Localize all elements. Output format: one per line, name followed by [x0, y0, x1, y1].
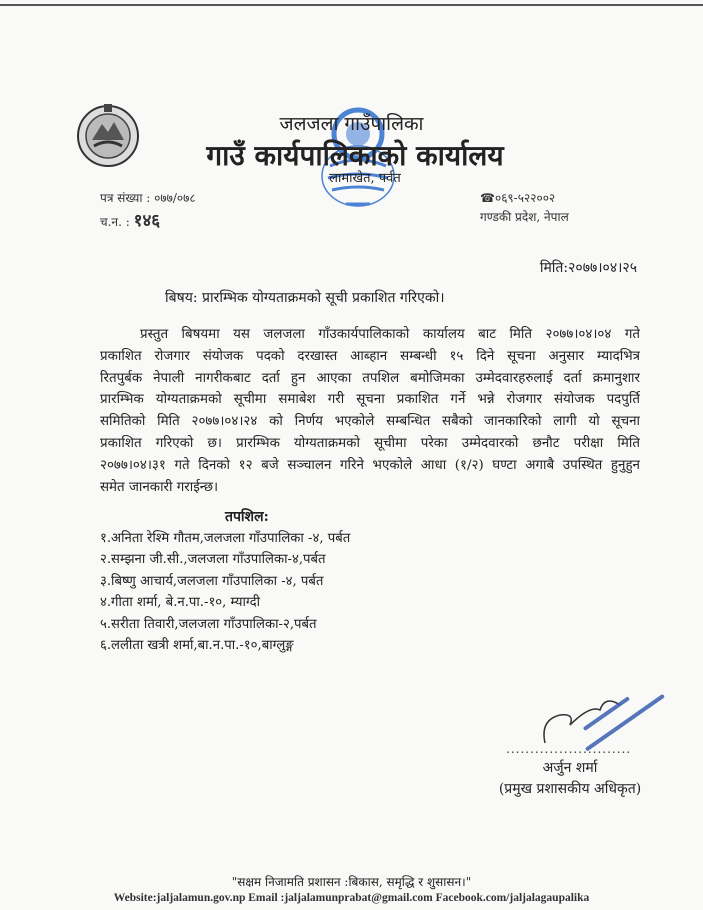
- phone-number: ०६९-५२२००२: [494, 191, 556, 205]
- body-paragraph: [100, 324, 640, 498]
- tapashil-heading: तपशिल:: [225, 509, 269, 525]
- list-item: ५.सरीता तिवारी,जलजला गाँउपालिका-२,पर्बत: [100, 616, 317, 632]
- telephone-icon: ☎: [480, 191, 495, 205]
- signature-line: ..........................: [506, 742, 632, 756]
- letter-number: पत्र संख्या : ०७७/०७८: [100, 191, 196, 205]
- scan-border: [0, 4, 703, 6]
- dispatch-number: १४६: [133, 211, 161, 231]
- candidate-list: [100, 528, 350, 656]
- province: गण्डकी प्रदेश, नेपाल: [480, 210, 569, 224]
- letter-subject: बिषय: प्रारम्भिक योग्यताक्रमको सूची प्रकाशित गरिएको।: [165, 290, 445, 306]
- signatory-title: (प्रमुख प्रशासकीय अधिकृत): [498, 781, 642, 797]
- body-line: समितिको मिति २०७७।०४।२४ को निर्णय भएकोले सम्बन्धित सबैको जानकारिको लागी यो सूचना: [100, 414, 640, 430]
- list-item: २.सम्झना जी.सी.,जलजला गाँउपालिका-४,पर्बत: [100, 552, 326, 568]
- list-item: ४.गीता शर्मा, बे.न.पा.-१०, म्याग्दी: [100, 595, 261, 611]
- body-line: समेत जानकारी गराईन्छ।: [100, 479, 219, 495]
- dispatch-number-label: च.न. :: [100, 215, 130, 229]
- footer-contact: Website:jaljalamun.gov.np Email :jaljalamunprabat@gmail.com Facebook.com/jaljalagaupalika: [113, 892, 590, 904]
- body-line: २०७७।०४।३१ गते दिनको १२ बजे सञ्चालन गरिने भएकोले आधा (१/२) घण्टा अगाबै उपस्थित हुनुहुन: [100, 457, 640, 473]
- body-line: प्रस्तुत बिषयमा यस जलजला गाँउकार्यपालिकाको कार्यालय बाट मिति २०७७।०४।०४ गते: [140, 327, 640, 342]
- body-line: प्रकाशित रोजगार संयोजक पदको दरखास्त आब्हान सम्बन्धी १५ दिने सूचना अनुसार म्यादभित्र: [100, 348, 640, 364]
- body-line: रितपुर्बक नेपाली नागरीकबाट दर्ता हुन आएका तपशिल बमोजिमका उम्मेदवारहरुलाई दर्ता क्रमानुशार: [100, 370, 640, 386]
- office-location: लामाखेत, पर्वत: [329, 171, 401, 186]
- signatory-name: अर्जुन शर्मा: [542, 760, 598, 776]
- phone-row: [480, 189, 555, 206]
- municipality-name: जलजला गाउँपालिका: [279, 113, 424, 135]
- list-item: १.अनिता रेश्मि गौतम,जलजला गाँउपालिका -४, पर्बत: [100, 531, 351, 546]
- footer-motto: "सक्षम निजामति प्रशासन :बिकास, समृद्धि र शुसासन।": [231, 875, 472, 889]
- letter-date: मिति:२०७७।०४।२५: [539, 260, 637, 276]
- office-title: गाउँ कार्यपालिकाको कार्यालय: [206, 139, 504, 172]
- list-item: ६.ललीता खत्री शर्मा,बा.न.पा.-१०,बाग्लुङ्ग: [100, 637, 294, 653]
- body-line: प्रकाशित गरिएको छ। प्रारम्भिक योग्यताक्रमको सूचीमा परेका उम्मेदवारको छनौट परीक्षा मिति: [100, 435, 640, 451]
- dispatch-number-row: [100, 208, 160, 231]
- body-line: प्रारम्भिक योग्यताक्रमको सूचीमा समाबेश गरी सूचना प्रकाशित गर्ने भन्ने रोजगार संयोजक पदपुर्ति: [100, 392, 640, 408]
- list-item: ३.बिष्णु आचार्य,जलजला गाँउपालिका -४, पर्बत: [100, 573, 324, 589]
